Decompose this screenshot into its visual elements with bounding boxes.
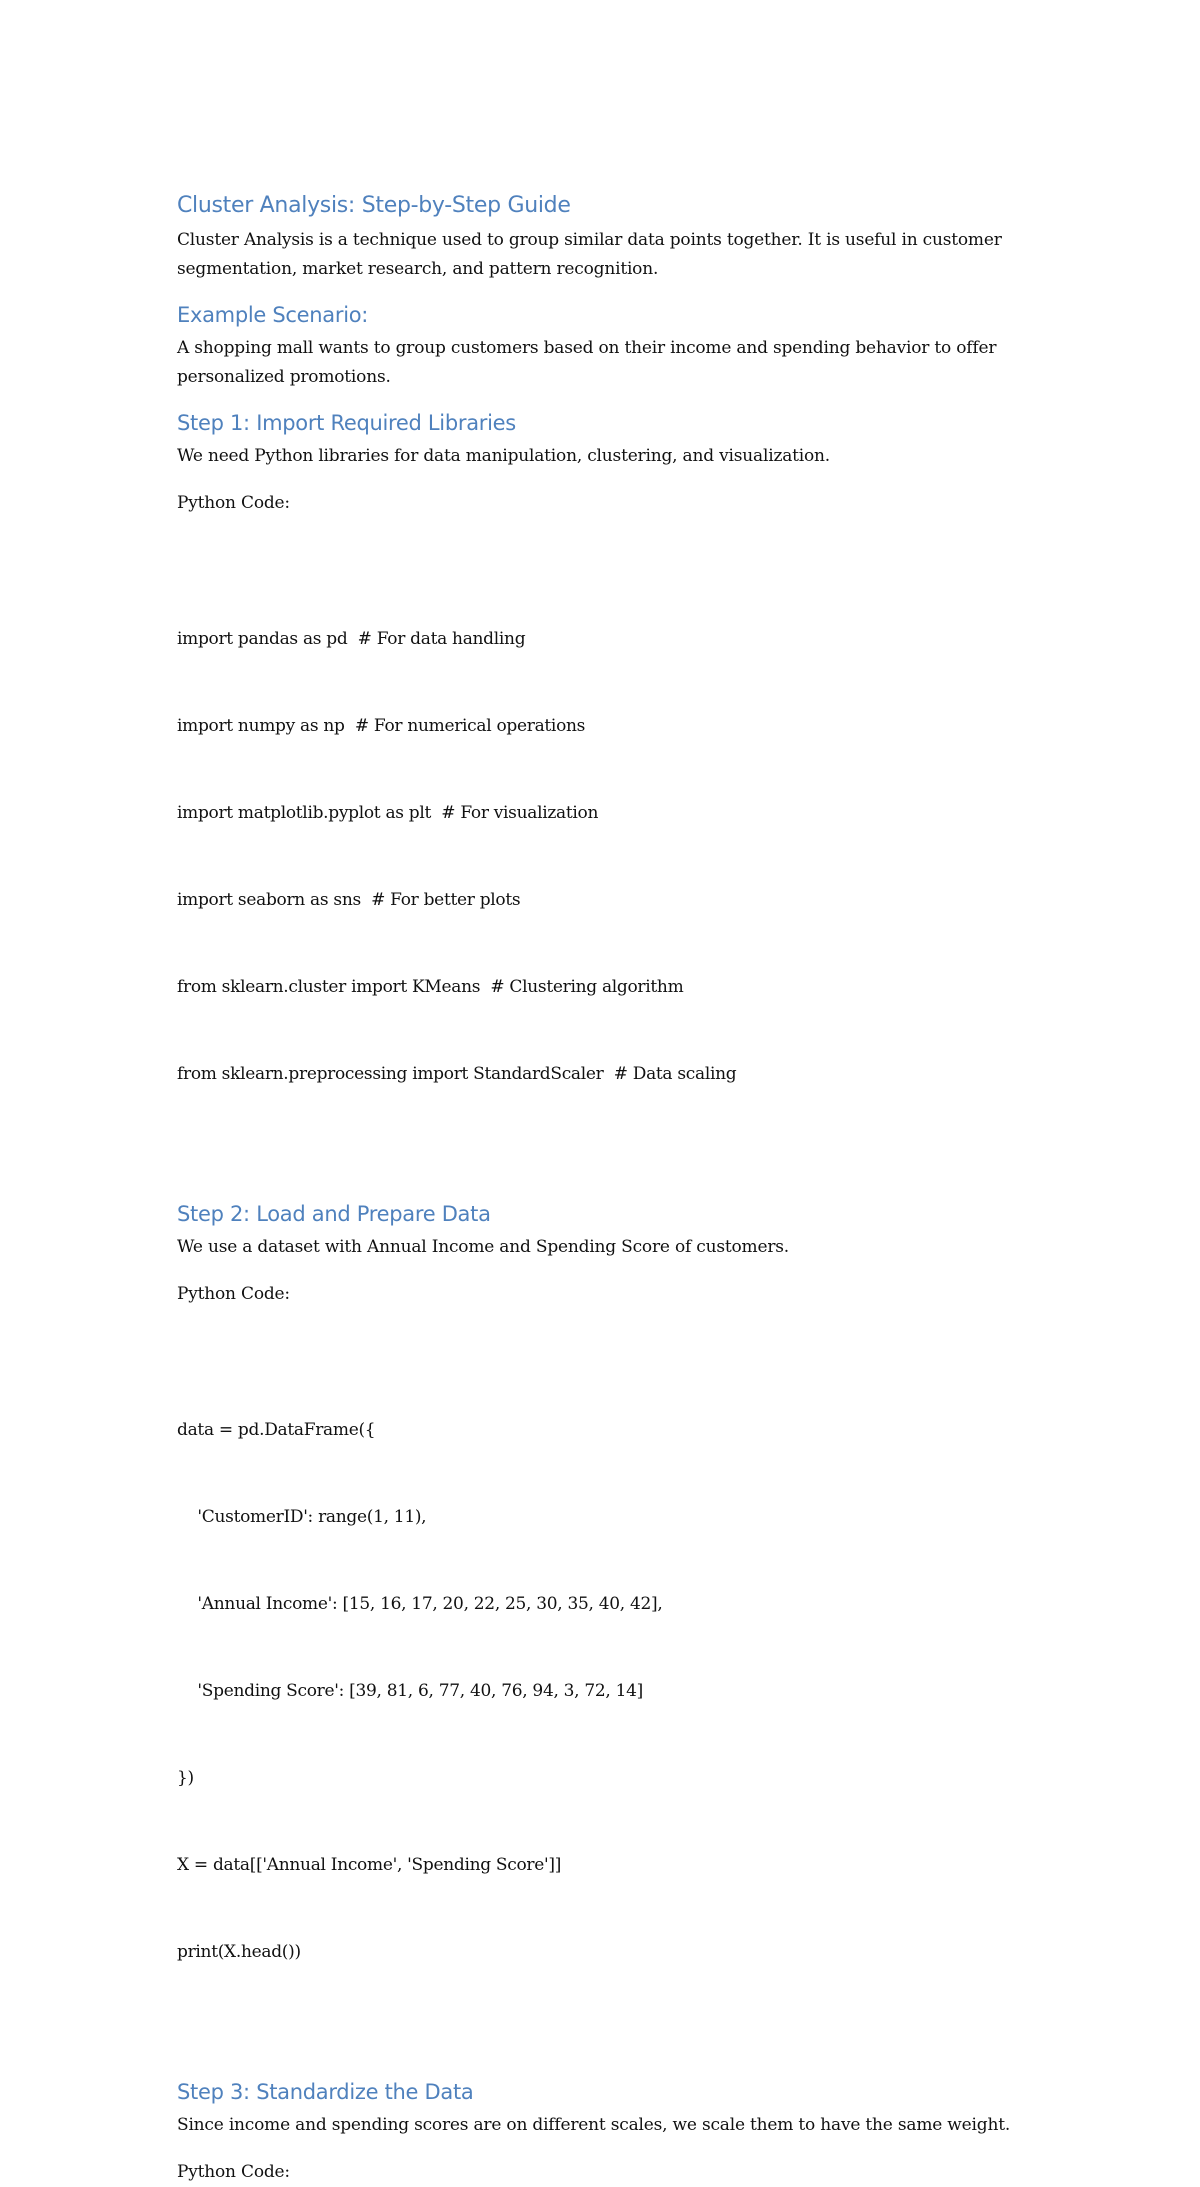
code-line: }) bbox=[177, 1768, 194, 1788]
spacer bbox=[177, 2025, 1037, 2061]
code-line: import numpy as np # For numerical operations bbox=[177, 716, 586, 736]
intro-paragraph: Cluster Analysis is a technique used to group similar data points together. It is useful in customer segmentation, market research, and pattern recognition. bbox=[177, 230, 1002, 279]
step-2-code-block bbox=[177, 1358, 1037, 2025]
scenario-paragraph: A shopping mall wants to group customers based on their income and spending behavior to offer personalized promotions. bbox=[177, 338, 997, 387]
scenario-heading: Example Scenario: bbox=[177, 303, 369, 327]
code-line: from sklearn.cluster import KMeans # Clustering algorithm bbox=[177, 977, 684, 997]
document-body bbox=[177, 190, 1037, 2187]
code-line: print(X.head()) bbox=[177, 1942, 301, 1962]
step-2-section bbox=[177, 1199, 1037, 2061]
code-line: 'Spending Score': [39, 81, 6, 77, 40, 76, 94, 3, 72, 14] bbox=[177, 1681, 643, 1701]
code-line: import pandas as pd # For data handling bbox=[177, 629, 526, 649]
step-1-heading: Step 1: Import Required Libraries bbox=[177, 411, 516, 435]
code-line: X = data[['Annual Income', 'Spending Score']] bbox=[177, 1855, 562, 1875]
code-line: import seaborn as sns # For better plots bbox=[177, 890, 521, 910]
step-1-text: We need Python libraries for data manipulation, clustering, and visualization. bbox=[177, 446, 831, 466]
step-3-section bbox=[177, 2077, 1037, 2187]
step-3-heading: Step 3: Standardize the Data bbox=[177, 2080, 474, 2104]
step-2-text: We use a dataset with Annual Income and Spending Score of customers. bbox=[177, 1237, 789, 1257]
code-line: data = pd.DataFrame({ bbox=[177, 1420, 376, 1440]
step-2-heading: Step 2: Load and Prepare Data bbox=[177, 1202, 491, 1226]
step-3-text: Since income and spending scores are on different scales, we scale them to have the same weight. bbox=[177, 2115, 1011, 2135]
step-1-code-block bbox=[177, 567, 1037, 1147]
spacer bbox=[177, 1147, 1037, 1183]
code-line: 'Annual Income': [15, 16, 17, 20, 22, 25, 30, 35, 40, 42], bbox=[177, 1594, 663, 1614]
code-line: import matplotlib.pyplot as plt # For visualization bbox=[177, 803, 599, 823]
code-line: from sklearn.preprocessing import StandardScaler # Data scaling bbox=[177, 1064, 737, 1084]
step-1-section bbox=[177, 408, 1037, 1183]
code-line: 'CustomerID': range(1, 11), bbox=[177, 1507, 427, 1527]
step-1-code-label: Python Code: bbox=[177, 493, 290, 513]
step-3-code-label: Python Code: bbox=[177, 2162, 290, 2182]
document-title: Cluster Analysis: Step-by-Step Guide bbox=[177, 193, 571, 218]
step-2-code-label: Python Code: bbox=[177, 1284, 290, 1304]
